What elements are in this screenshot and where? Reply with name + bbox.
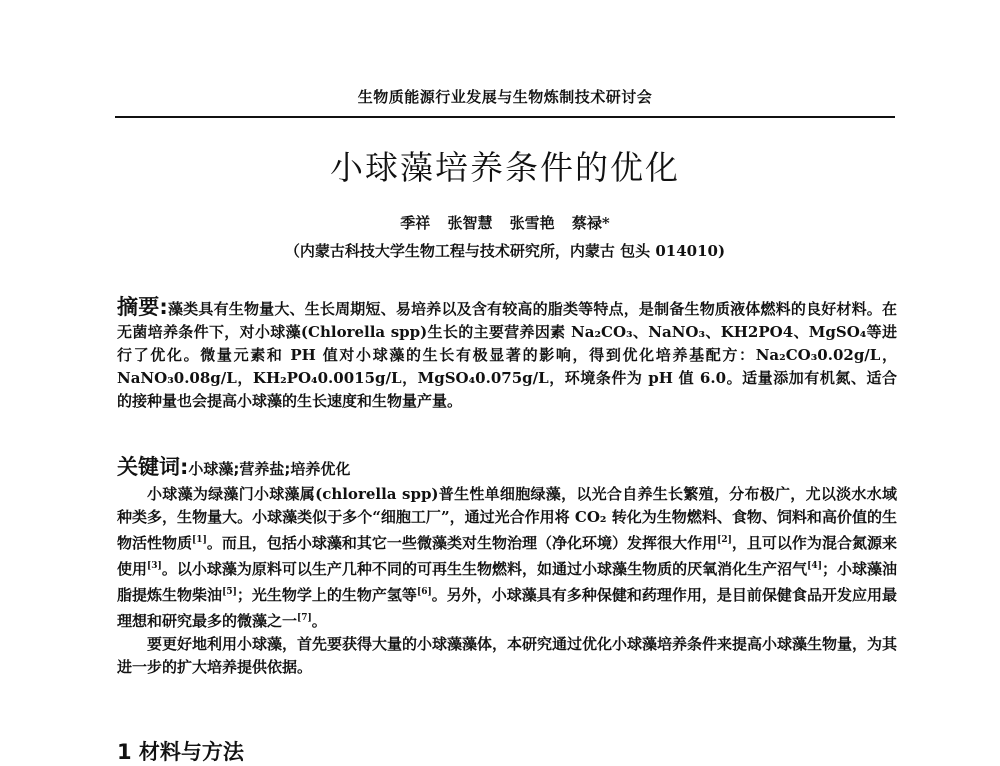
running-header: 生物质能源行业发展与生物炼制技术研讨会 (357, 88, 653, 106)
citation-1: [1] (192, 535, 207, 545)
abstract (117, 296, 897, 413)
citation-5: [5] (222, 587, 237, 597)
keywords-sep: : (180, 455, 189, 479)
keywords-text: 小球藻;营养盐;培养优化 (188, 460, 351, 478)
paper-title: 小球藻培养条件的优化 (330, 148, 680, 187)
keywords-label: 关键词 (117, 455, 180, 479)
body-text (117, 483, 897, 679)
citation-3: [3] (147, 561, 162, 571)
citation-7: [7] (297, 613, 312, 623)
abstract-text: 藻类具有生物量大、生长周期短、易培养以及含有较高的脂类等特点，是制备生物质液体燃料的良好材料。在无菌培养条件下，对小球藻(Chlorella spp)生长的主要营养因素 Na₂CO₃、NaNO₃、KH2PO4、MgSO₄等进行了优化。微量元素和 PH 值对小球藻的生长有极显著的影响，得到优化培养基配方：Na₂CO₃0.02g/L，NaNO₃0.08g/L，KH₂PO₄0.0015g/L，MgSO₄0.075g/L，环境条件为 pH 值 6.0。适量添加有机氮、适合的接种量也会提高小球藻的生长速度和生物量产量。 (117, 300, 897, 410)
abstract-sep: : (159, 295, 168, 319)
body-text-run: 。而且，包括小球藻和其它一些微藻类对生物治理（净化环境）发挥很大作用 (206, 534, 718, 552)
body-text-run: 小球藻为绿藻门小球藻属(chlorella spp)普生性单细胞绿藻，以光合自养生长繁殖，分布极广，尤以淡水水域种类多，生物量大。小球藻类似于多个“细胞工厂”，通过光合作用将 CO₂ 转化为生物燃料、食物、饲料和高价值的生物活性物质 (117, 485, 897, 552)
body-text-run: 。另外，小球藻具有多种保健和药理作用，是目前保健食品开发应用最理想和研究最多的微藻之一 (117, 586, 897, 630)
paragraph-2: 要更好地利用小球藻，首先要获得大量的小球藻藻体，本研究通过优化小球藻培养条件来提高小球藻生物量，为其进一步的扩大培养提供依据。 (117, 635, 898, 676)
body-text-run: ；光生物学上的生物产氢等 (236, 586, 417, 604)
citation-6: [6] (416, 587, 432, 597)
body-text-run: ，且可以作为混合氮源来使用 (117, 534, 897, 578)
body-text-run: ；小球藻油脂提炼生物柴油 (117, 560, 897, 604)
paragraph-1 (117, 483, 897, 633)
body-text-run: 。 (311, 612, 327, 630)
abstract-label: 摘要 (117, 295, 160, 319)
authors: 季祥 张智慧 张雪艳 蔡禄* (400, 214, 610, 232)
body-text-run: 。以小球藻为原料可以生产几种不同的可再生生物燃料，如通过小球藻生物质的厌氧消化生产沼气 (161, 560, 808, 578)
keywords (117, 456, 897, 481)
citation-4: [4] (807, 561, 822, 571)
affiliation: （内蒙古科技大学生物工程与技术研究所，内蒙古 包头 014010) (284, 242, 726, 260)
citation-2: [2] (717, 535, 732, 545)
header-rule (115, 116, 895, 118)
section-heading-1: 1 材料与方法 (117, 740, 244, 764)
